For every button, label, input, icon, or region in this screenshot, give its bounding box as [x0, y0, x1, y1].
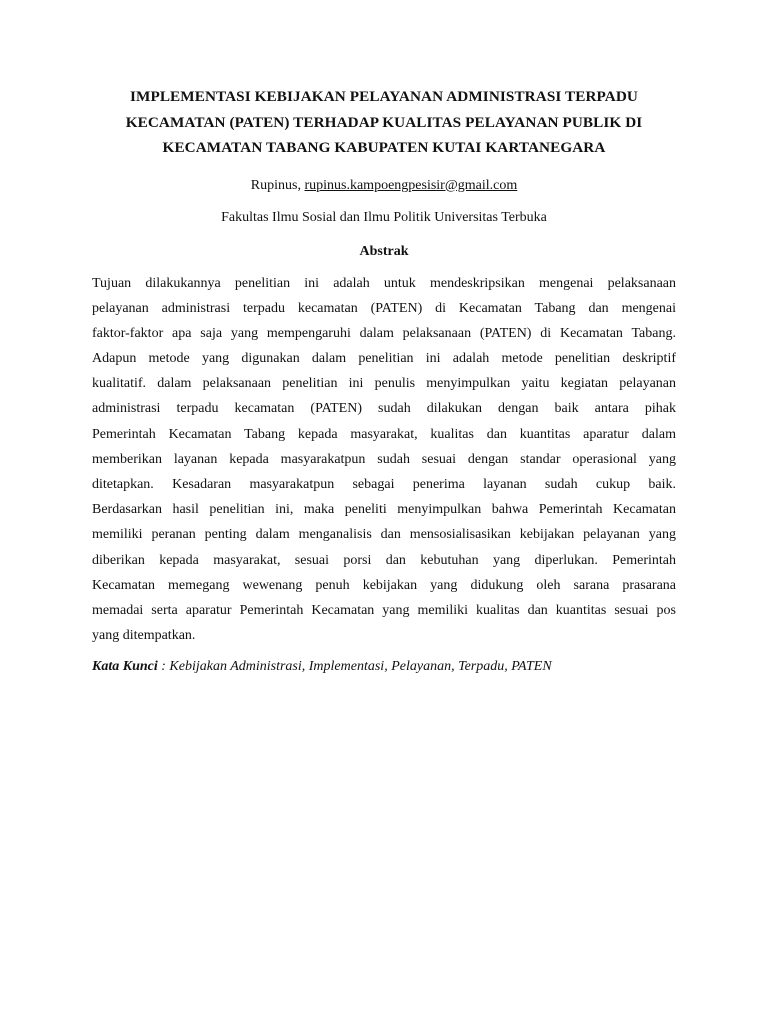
abstract-line: kualitatif. dalam pelaksanaan penelitian ini penulis menyimpulkan yaitu kegiatan pelayanan	[92, 376, 676, 392]
abstract-line: ditetapkan. Kesadaran masyarakatpun sebagai penerima layanan sudah cukup baik.	[92, 477, 676, 492]
abstract-line: faktor-faktor apa saja yang mempengaruhi dalam pelaksanaan (PATEN) di Kecamatan Tabang.	[92, 325, 676, 341]
abstract-line: diberikan kepada masyarakat, sesuai porsi dan kebutuhan yang diperlukan. Pemerintah	[92, 552, 676, 568]
abstract-line: Pemerintah Kecamatan Tabang kepada masyarakat, kualitas dan kuantitas aparatur dalam	[92, 426, 676, 442]
abstract-heading: Abstrak	[359, 243, 409, 259]
abstract-line: memadai serta aparatur Pemerintah Kecamatan yang memiliki kualitas dan kuantitas sesuai pos	[92, 602, 676, 618]
abstract-line: administrasi terpadu kecamatan (PATEN) sudah dilakukan dengan baik antara pihak	[92, 401, 676, 417]
abstract-line: Kecamatan memegang wewenang penuh kebijakan yang didukung oleh sarana prasarana	[92, 577, 676, 593]
title-line: IMPLEMENTASI KEBIJAKAN PELAYANAN ADMINISTRASI TERPADU	[130, 88, 638, 105]
author-affiliation: Fakultas Ilmu Sosial dan Ilmu Politik Universitas Terbuka	[221, 209, 547, 225]
author-line	[92, 176, 676, 196]
abstract-line: Berdasarkan hasil penelitian ini, maka peneliti menyimpulkan bahwa Pemerintah Kecamatan	[92, 502, 676, 518]
keywords-line	[92, 657, 676, 677]
abstract-line: yang ditempatkan.	[92, 628, 196, 644]
keywords-text: : Kebijakan Administrasi, Implementasi, Pelayanan, Terpadu, PATEN	[157, 659, 552, 675]
abstract-line: memberikan layanan kepada masyarakatpun sudah sesuai dengan standar operasional yang	[92, 451, 676, 467]
title-line: KECAMATAN (PATEN) TERHADAP KUALITAS PELAYANAN PUBLIK DI	[125, 113, 643, 131]
abstract-line: memiliki peranan penting dalam menganalisis dan mensosialisasikan kebijakan pelayanan yang	[92, 527, 676, 543]
author-email-link[interactable]: rupinus.kampoengpesisir@gmail.com	[304, 177, 518, 193]
abstract-line: Adapun metode yang digunakan dalam penelitian ini adalah metode penelitian deskriptif	[92, 351, 676, 367]
keywords-label: Kata Kunci	[92, 659, 158, 675]
paper-title	[92, 84, 676, 161]
abstract-line: Tujuan dilakukannya penelitian ini adalah untuk mendeskripsikan mengenai pelaksanaan	[92, 275, 676, 291]
paper-page	[92, 84, 676, 677]
abstract-body	[92, 271, 676, 649]
author-name: Rupinus,	[250, 177, 305, 193]
title-line: KECAMATAN TABANG KABUPATEN KUTAI KARTANEGARA	[162, 139, 606, 156]
abstract-line: pelayanan administrasi terpadu kecamatan (PATEN) di Kecamatan Tabang dan mengenai	[92, 300, 676, 316]
